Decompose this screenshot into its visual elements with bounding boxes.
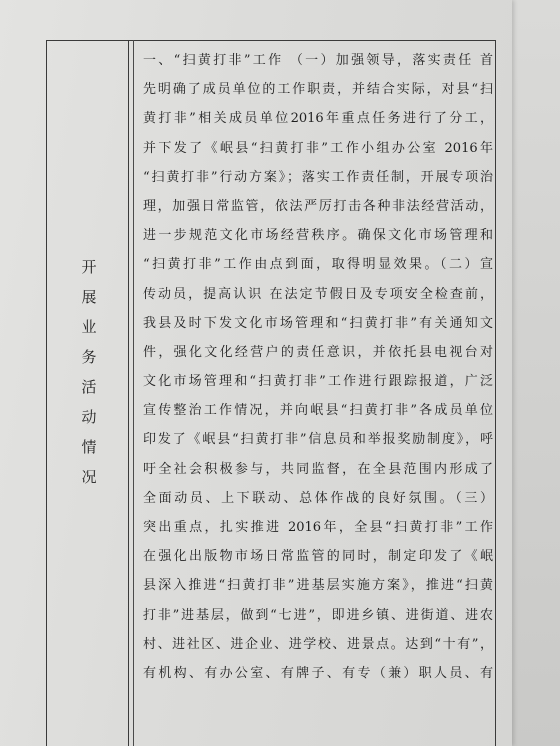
text-line: 件，强化文化经营户的责任意识，并依托县电视台对 <box>143 344 493 360</box>
heading-char: 情 <box>81 438 97 456</box>
text-line: 在强化出版物市场日常监管的同时，制定印发了《岷 <box>143 549 493 565</box>
text-line: 村、进社区、进企业、进学校、进景点。达到“十有”， <box>143 636 493 652</box>
text-line: 有机构、有办公室、有牌子、有专（兼）职人员、有 <box>143 665 493 681</box>
text-line: 理，加强日常监管，依法严厉打击各种非法经营活动， <box>143 198 493 214</box>
heading-char: 展 <box>81 288 97 306</box>
column-divider-inner <box>133 40 134 746</box>
text-line: 文化市场管理和“扫黄打非”工作进行跟踪报道，广泛 <box>143 374 493 390</box>
text-line: 传动员，提高认识 在法定节假日及专项安全检查前， <box>143 286 493 302</box>
text-line: 我县及时下发文化市场管理和“扫黄打非”有关通知文 <box>143 315 493 331</box>
text-line: 印发了《岷县“扫黄打非”信息员和举报奖励制度》，呼 <box>143 432 493 448</box>
text-line: 一、“扫黄打非”工作 （一）加强领导，落实责任 首 <box>143 53 493 68</box>
heading-char: 况 <box>81 468 97 486</box>
text-line: 黄打非”相关成员单位2016年重点任务进行了分工， <box>143 111 493 127</box>
heading-char: 活 <box>81 378 97 396</box>
heading-char: 开 <box>81 258 97 276</box>
text-line: 吁全社会积极参与，共同监督，在全县范围内形成了 <box>143 461 493 477</box>
text-line: 突出重点，扎实推进 2016年，全县“扫黄打非”工作 <box>143 520 493 535</box>
text-line: 全面动员、上下联动、总体作战的良好氛围。（三） <box>143 490 493 506</box>
text-line: 并下发了《岷县“扫黄打非”工作小组办公室 2016年 <box>143 140 493 156</box>
heading-char: 务 <box>81 348 97 366</box>
heading-char: 动 <box>81 408 97 426</box>
text-line: “扫黄打非”行动方案》；落实工作责任制，开展专项治 <box>143 169 493 185</box>
text-line: 宣传整治工作情况，并向岷县“扫黄打非”各成员单位 <box>143 403 493 419</box>
body-text <box>143 46 493 688</box>
column-divider <box>128 40 129 746</box>
text-line: 先明确了成员单位的工作职责，并结合实际，对县“扫 <box>143 82 493 98</box>
text-line: 县深入推进“扫黄打非”进基层实施方案》，推进“扫黄 <box>143 578 493 594</box>
heading-char: 业 <box>81 318 97 336</box>
text-line: “扫黄打非”工作由点到面，取得明显效果。（二）宣 <box>143 257 493 273</box>
text-line: 打非”进基层，做到“七进”，即进乡镇、进街道、进农 <box>143 607 493 623</box>
text-line: 进一步规范文化市场经营秩序。确保文化市场管理和 <box>143 228 493 244</box>
row-heading <box>78 260 100 500</box>
